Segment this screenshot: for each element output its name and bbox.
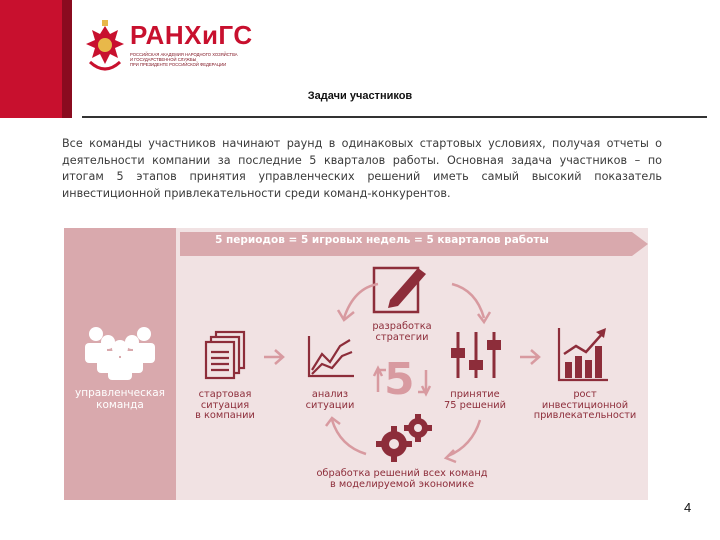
- start-label-line: стартовая: [198, 389, 252, 400]
- logo-subtitle-line: ПРИ ПРЕЗИДЕНТЕ РОССИЙСКОЙ ФЕДЕРАЦИИ: [130, 62, 227, 68]
- team-icon: [80, 324, 160, 380]
- logo-subtitle: [130, 52, 260, 68]
- gears-icon: [376, 414, 432, 464]
- decision-sliders-icon: [450, 330, 502, 380]
- team-label: [68, 388, 172, 411]
- team-label-line: команда: [96, 398, 144, 411]
- growth-label-line: инвестиционной: [541, 399, 629, 411]
- slide-title: Задачи участников: [307, 90, 413, 102]
- logo: [84, 18, 254, 78]
- cycle-number: 5: [384, 354, 415, 405]
- decision-label-line: 75 решений: [444, 399, 506, 411]
- start-label-line: в компании: [195, 410, 255, 421]
- arrow-right-icon: [262, 348, 286, 366]
- analysis-label-line: ситуации: [305, 399, 355, 411]
- banner-text: 5 периодов = 5 игровых недель = 5 кварталов работы: [215, 234, 549, 246]
- growth-label: [528, 390, 642, 422]
- growth-chart-icon: [556, 326, 610, 382]
- decision-label: [430, 390, 520, 411]
- growth-label-line: рост: [573, 389, 597, 400]
- strategy-label-line: стратегии: [375, 331, 429, 343]
- team-label-line: управленческая: [75, 387, 165, 399]
- title-divider: [82, 116, 707, 118]
- logo-subtitle-line: И ГОСУДАРСТВЕННОЙ СЛУЖБЫ: [130, 57, 197, 63]
- body-paragraph: Все команды участников начинают раунд в одинаковых стартовых условиях, получая отчеты о деятельности компании за последние 5 кварталов работы. Основная задача участников – по итогам 5 этапов принятия управленческих решений иметь самый высокий показатель инвестиционной привлекательности среди команд-конкурентов.: [62, 137, 662, 200]
- start-situation-label: [180, 390, 270, 422]
- page-number: 4: [684, 500, 692, 515]
- start-label-line: ситуация: [200, 399, 250, 411]
- logo-subtitle-line: РОССИЙСКАЯ АКАДЕМИЯ НАРОДНОГО ХОЗЯЙСТВА: [130, 52, 238, 57]
- processing-label: [290, 469, 514, 490]
- arrow-right-icon: [518, 348, 542, 366]
- strategy-label-line: разработка: [372, 321, 432, 332]
- analysis-label-line: анализ: [311, 389, 349, 400]
- processing-label-line: обработка решений всех команд: [316, 468, 488, 479]
- emblem-icon: [84, 20, 126, 76]
- decision-label-line: принятие: [450, 389, 500, 400]
- processing-label-line: в моделируемой экономике: [329, 478, 474, 490]
- growth-label-line: привлекательности: [533, 410, 637, 421]
- logo-name: РАНХиГС: [130, 20, 253, 50]
- documents-icon: [204, 330, 248, 380]
